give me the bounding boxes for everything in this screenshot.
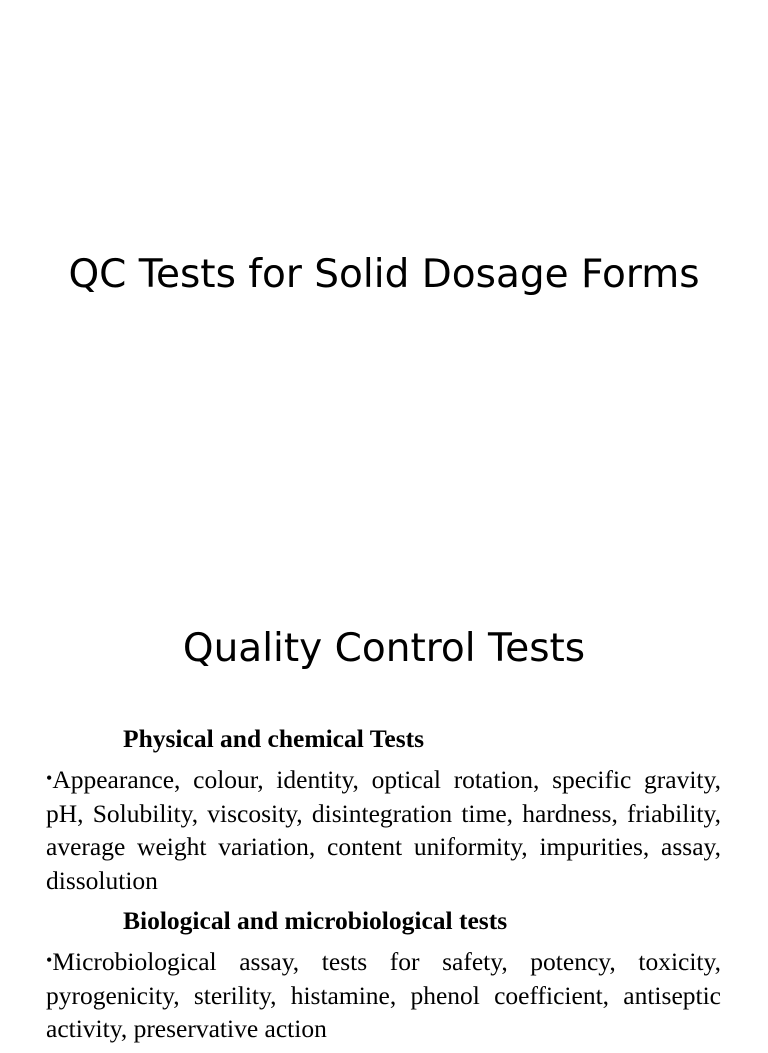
bullet-text: Appearance, colour, identity, optical rotation, specific gravity, pH, Solubility, viscosity, disintegration time, hardness, friability, average weight variation, content uniformity, impurities, assay, dissolution [46,765,721,895]
section-heading-physical-chemical: Physical and chemical Tests [123,724,425,753]
presentation-title: QC Tests for Solid Dosage Forms [68,252,700,297]
slide-body [46,722,721,1053]
bullet-physical-chemical-tests [46,762,721,897]
content-slide [0,576,768,1043]
bullet-text: Microbiological assay, tests for safety, potency, toxicity, pyrogenicity, sterility, histamine, phenol coefficient, antiseptic activity, preservative action [46,947,721,1043]
bullet-icon: • [46,768,53,788]
bullet-biological-tests [46,944,721,1046]
bullet-icon: • [46,950,53,970]
slide-title: Quality Control Tests [182,626,586,671]
section-heading-biological-microbiological: Biological and microbiological tests [123,906,508,935]
